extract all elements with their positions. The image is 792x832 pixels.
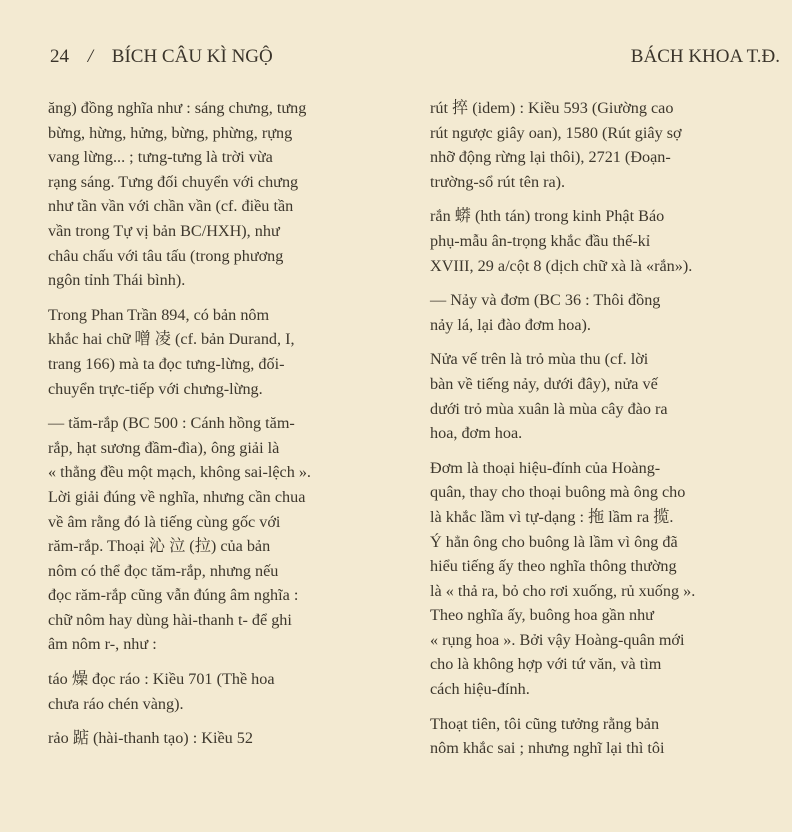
text-line: chuyển trực-tiếp với chưng-lừng. xyxy=(48,379,263,398)
text-line: cho là không hợp với tứ văn, và tìm xyxy=(430,655,662,674)
text-line: ngôn tỉnh Thái bình). xyxy=(48,271,186,290)
text-line: rảo 踮 (hài-thanh tạo) : Kiều 52 xyxy=(48,729,253,748)
text-line: là « thả ra, bỏ cho rơi xuống, rủ xuống ». xyxy=(430,581,696,600)
series-title: BÁCH KHOA T.Đ. xyxy=(630,46,780,67)
text-line: rắn 蟒 (hth tán) trong kinh Phật Báo xyxy=(430,207,665,226)
paragraph-gap xyxy=(48,716,408,726)
text-line: về âm rằng đó là tiếng cùng gốc với xyxy=(48,512,281,531)
text-line: hoa, đơm hoa. xyxy=(430,424,523,443)
header-left xyxy=(50,46,273,68)
paragraph-gap xyxy=(430,278,786,288)
paragraph-gap xyxy=(430,702,786,712)
text-line: khắc hai chữ 噌 凌 (cf. bản Durand, I, xyxy=(48,330,295,349)
text-line: — Nảy và đơm (BC 36 : Thôi đồng xyxy=(430,291,661,310)
text-line: vang lừng... ; tưng-tưng là trời vừa xyxy=(48,148,273,167)
paragraph-gap xyxy=(48,293,408,303)
paragraph-gap xyxy=(430,194,786,204)
text-line: dưới trỏ mùa xuân là mùa cây đào ra xyxy=(430,399,668,418)
text-line: nôm khắc sai ; nhưng nghĩ lại thì tôi xyxy=(430,739,665,758)
book-title: BÍCH CÂU KÌ NGỘ xyxy=(111,46,273,67)
text-line: phụ-mẫu ân-trọng khắc đầu thế-kỉ xyxy=(430,231,651,250)
text-line: táo 燥 đọc ráo : Kiều 701 (Thề hoa xyxy=(48,670,275,689)
text-line: rắp, hạt sương đầm-đìa), ông giải là xyxy=(48,438,280,457)
text-line: chữ nôm hay dùng hài-thanh t- để ghi xyxy=(48,610,292,629)
text-line: Đơm là thoại hiệu-đính của Hoàng- xyxy=(430,458,661,477)
text-line: cách hiệu-đính. xyxy=(430,680,530,699)
text-line: — tăm-rắp (BC 500 : Cánh hồng tăm- xyxy=(48,414,295,433)
text-line: như tần vần với chần vần (cf. điều tần xyxy=(48,197,294,216)
paragraph-gap xyxy=(48,401,408,411)
text-line: âm nôm r-, như : xyxy=(48,635,157,654)
text-line: bàn về tiếng nảy, dưới đây), nửa vế xyxy=(430,374,658,393)
text-line: rút 捽 (idem) : Kiều 593 (Giường cao xyxy=(430,99,674,117)
text-line: nảy lá, lại đào đơm hoa). xyxy=(430,315,591,334)
right-column xyxy=(430,96,786,761)
text-line: hiểu tiếng ấy theo nghĩa thông thường xyxy=(430,557,677,576)
text-line: Nửa vế trên là trỏ mùa thu (cf. lời xyxy=(430,350,649,369)
text-line: rạng sáng. Tưng đối chuyển với chưng xyxy=(48,172,299,191)
text-line: rút ngược giây oan), 1580 (Rút giây sợ xyxy=(430,123,682,142)
page-number: 24 xyxy=(50,46,69,67)
text-line: trang 166) mà ta đọc tưng-lừng, đối- xyxy=(48,354,285,373)
text-line: Lời giải đúng về nghĩa, nhưng cần chua xyxy=(48,487,306,506)
text-line: răm-rắp. Thoại 沁 泣 (拉) của bản xyxy=(48,537,271,556)
text-line: Theo nghĩa ấy, buông hoa gần như xyxy=(430,606,654,625)
text-line: nhỡ động rừng lại thôi), 2721 (Đoạn- xyxy=(430,148,671,167)
text-line: ăng) đồng nghĩa như : sáng chưng, tưng xyxy=(48,99,307,117)
paragraph-gap xyxy=(430,337,786,347)
text-line: châu chấu với tâu tấu (trong phương xyxy=(48,246,284,265)
left-column xyxy=(48,96,408,751)
text-line: « thẳng đều một mạch, không sai-lệch ». xyxy=(48,463,311,482)
text-line: là khắc lầm vì tự-dạng : 拖 lầm ra 揽. xyxy=(430,507,674,526)
paragraph-gap xyxy=(430,446,786,456)
text-line: vần trong Tự vị bản BC/HXH), như xyxy=(48,221,280,240)
paragraph-gap xyxy=(48,657,408,667)
text-line: Trong Phan Trần 894, có bản nôm xyxy=(48,305,270,324)
text-line: bừng, hừng, hửng, bừng, phừng, rựng xyxy=(48,123,293,142)
text-line: nôm có thể đọc tăm-rắp, nhưng nếu xyxy=(48,561,279,580)
text-line: trường-sổ rút tên ra). xyxy=(430,172,566,191)
text-line: quân, thay cho thoại buông mà ông cho xyxy=(430,483,686,502)
text-line: XVIII, 29 a/cột 8 (dịch chữ xà là «rắn»). xyxy=(430,256,693,275)
text-line: chưa ráo chén vàng). xyxy=(48,694,184,713)
text-line: Ý hẳn ông cho buông là lầm vì ông đã xyxy=(430,532,678,551)
text-line: Thoạt tiên, tôi cũng tưởng rằng bản xyxy=(430,714,660,733)
header-separator: / xyxy=(87,46,94,67)
text-line: đọc răm-rắp cũng vẫn đúng âm nghĩa : xyxy=(48,586,299,605)
text-line: « rụng hoa ». Bởi vậy Hoàng-quân mới xyxy=(430,630,685,649)
running-header xyxy=(50,46,780,74)
